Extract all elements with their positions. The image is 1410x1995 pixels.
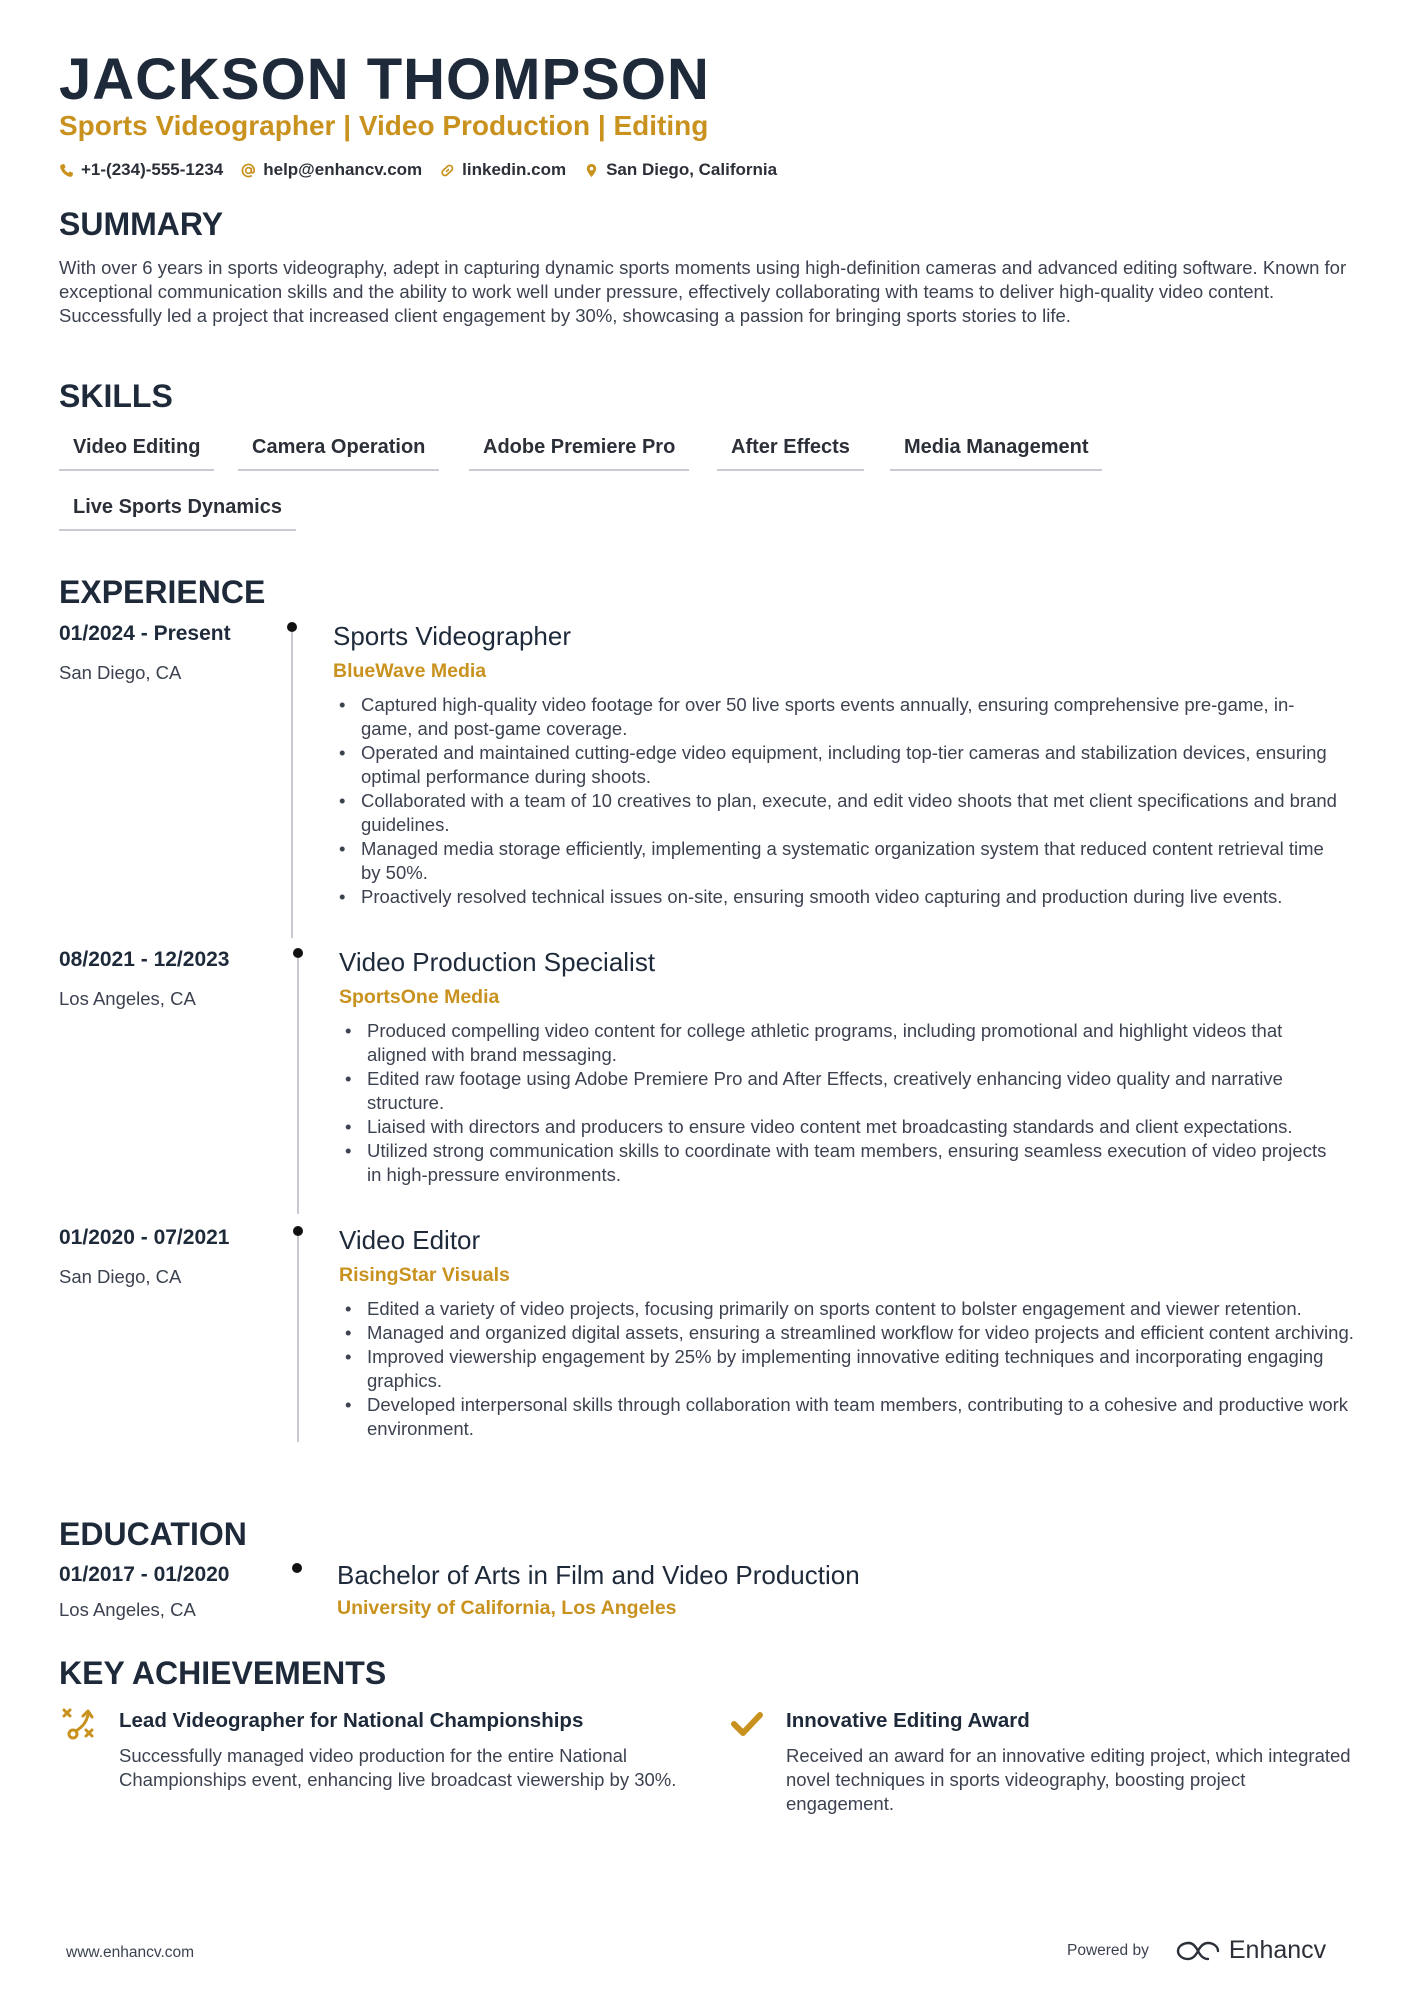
skill-tag: Live Sports Dynamics bbox=[59, 496, 296, 531]
job-bullet: • Utilized strong communication skills to coordinate with team members, ensuring seamless execution of video projects in high-pressure environments. bbox=[339, 1139, 1339, 1187]
job-bullet: • Proactively resolved technical issues on-site, ensuring smooth video capturing and production during live events. bbox=[333, 885, 1343, 909]
job-dates: 01/2020 - 07/2021 bbox=[59, 1226, 230, 1249]
job-bullets bbox=[333, 693, 1343, 909]
job-bullet: • Produced compelling video content for college athletic programs, including promotional and highlight videos that aligned with brand messaging. bbox=[339, 1019, 1339, 1067]
job-bullet: • Operated and maintained cutting-edge video equipment, including top-tier cameras and stabilization devices, ensuring optimal performance during shoots. bbox=[333, 741, 1343, 789]
skills-heading: SKILLS bbox=[59, 378, 173, 414]
job-bullet: • Collaborated with a team of 10 creatives to plan, execute, and edit video shoots that met client specifications and brand guidelines. bbox=[333, 789, 1343, 837]
job-company: BlueWave Media bbox=[333, 660, 487, 682]
skill-tag: Adobe Premiere Pro bbox=[469, 436, 689, 471]
timeline-dot bbox=[293, 948, 303, 958]
brand-name: Enhancv bbox=[1228, 1936, 1327, 1964]
job-location: San Diego, CA bbox=[59, 1266, 182, 1287]
skill-tag: Media Management bbox=[890, 436, 1102, 471]
contact-phone-text: +1-(234)-555-1234 bbox=[81, 160, 224, 179]
contact-email-text: help@enhancv.com bbox=[263, 160, 423, 179]
timeline-line bbox=[291, 632, 293, 938]
candidate-title: Sports Videographer | Video Production | Editing bbox=[59, 110, 709, 141]
job-bullet: • Developed interpersonal skills through collaboration with team members, contributing to a cohesive and productive work environment. bbox=[339, 1393, 1359, 1441]
achievement-description: Received an award for an innovative editing project, which integrated novel techniques in sports videography, boosting project engagement. bbox=[786, 1745, 1351, 1814]
job-location: Los Angeles, CA bbox=[59, 988, 196, 1009]
education-degree: Bachelor of Arts in Film and Video Production bbox=[337, 1560, 860, 1590]
job-bullets bbox=[339, 1297, 1359, 1441]
achievements-heading: KEY ACHIEVEMENTS bbox=[59, 1655, 387, 1691]
location-pin-icon bbox=[584, 163, 599, 178]
strategy-play-icon bbox=[62, 1707, 96, 1741]
job-bullet: • Captured high-quality video footage for over 50 live sports events annually, ensuring comprehensive pre-game, in-game, and post-game coverage. bbox=[333, 693, 1343, 741]
job-bullet: • Managed and organized digital assets, ensuring a streamlined workflow for video projects and efficient content archiving. bbox=[339, 1321, 1359, 1345]
experience-heading: EXPERIENCE bbox=[59, 574, 266, 610]
education-heading: EDUCATION bbox=[59, 1516, 247, 1552]
job-bullet: • Edited raw footage using Adobe Premiere Pro and After Effects, creatively enhancing video quality and narrative structure. bbox=[339, 1067, 1339, 1115]
job-company: RisingStar Visuals bbox=[339, 1264, 510, 1286]
footer-branding bbox=[1067, 1936, 1326, 1965]
skill-tag: Camera Operation bbox=[238, 436, 439, 471]
footer-website[interactable]: www.enhancv.com bbox=[66, 1944, 195, 1961]
link-icon bbox=[440, 163, 455, 178]
skill-tag: Video Editing bbox=[59, 436, 214, 471]
job-role: Video Editor bbox=[339, 1225, 481, 1255]
education-location: Los Angeles, CA bbox=[59, 1599, 196, 1620]
job-dates: 08/2021 - 12/2023 bbox=[59, 948, 230, 971]
timeline-line bbox=[297, 958, 299, 1214]
summary-heading: SUMMARY bbox=[59, 206, 224, 242]
skill-tag: After Effects bbox=[717, 436, 864, 471]
education-school: University of California, Los Angeles bbox=[337, 1597, 677, 1619]
timeline-dot bbox=[292, 1563, 302, 1573]
achievement-title: Lead Videographer for National Championships bbox=[119, 1709, 584, 1732]
candidate-name: JACKSON THOMPSON bbox=[59, 47, 710, 112]
job-bullet: • Liaised with directors and producers to ensure video content met broadcasting standards and client expectations. bbox=[339, 1115, 1339, 1139]
brand-logo[interactable] bbox=[1175, 1936, 1326, 1965]
contact-location-text: San Diego, California bbox=[606, 160, 778, 179]
checkmark-icon bbox=[730, 1707, 764, 1741]
education-dates: 01/2017 - 01/2020 bbox=[59, 1563, 230, 1586]
job-bullet: • Managed media storage efficiently, implementing a systematic organization system that reduced content retrieval time by 50%. bbox=[333, 837, 1343, 885]
job-company: SportsOne Media bbox=[339, 986, 500, 1008]
contact-location bbox=[584, 160, 777, 180]
timeline-line bbox=[297, 1236, 299, 1442]
job-location: San Diego, CA bbox=[59, 662, 182, 683]
summary-text: With over 6 years in sports videography, adept in capturing dynamic sports moments using high-definition cameras and advanced editing software. Known for exceptional communication skills and the ability to work well under pressure, effectively collaborating with teams to deliver high-quality video content. Successfully led a project that increased client engagement by 30%, showcasing a passion for bringing sports stories to life. bbox=[59, 257, 1347, 326]
contact-phone bbox=[59, 160, 223, 180]
contact-linkedin-text: linkedin.com bbox=[462, 160, 567, 179]
job-role: Sports Videographer bbox=[333, 621, 572, 651]
timeline-dot bbox=[287, 622, 297, 632]
job-dates: 01/2024 - Present bbox=[59, 622, 231, 645]
powered-by-label: Powered by bbox=[1067, 1941, 1149, 1959]
enhancv-logo-icon bbox=[1175, 1939, 1221, 1963]
contact-bar bbox=[59, 160, 777, 180]
timeline-dot bbox=[293, 1226, 303, 1236]
at-icon bbox=[241, 163, 256, 178]
achievement-description: Successfully managed video production for the entire National Championships event, enhancing live broadcast viewership by 30%. bbox=[119, 1745, 677, 1790]
achievement-title: Innovative Editing Award bbox=[786, 1709, 1030, 1732]
job-bullet: • Improved viewership engagement by 25% by implementing innovative editing techniques and incorporating engaging graphics. bbox=[339, 1345, 1359, 1393]
contact-email bbox=[241, 160, 422, 180]
job-bullet: • Edited a variety of video projects, focusing primarily on sports content to bolster engagement and viewer retention. bbox=[339, 1297, 1359, 1321]
phone-icon bbox=[59, 163, 74, 178]
job-role: Video Production Specialist bbox=[339, 947, 656, 977]
job-bullets bbox=[339, 1019, 1339, 1187]
contact-linkedin bbox=[440, 160, 566, 180]
